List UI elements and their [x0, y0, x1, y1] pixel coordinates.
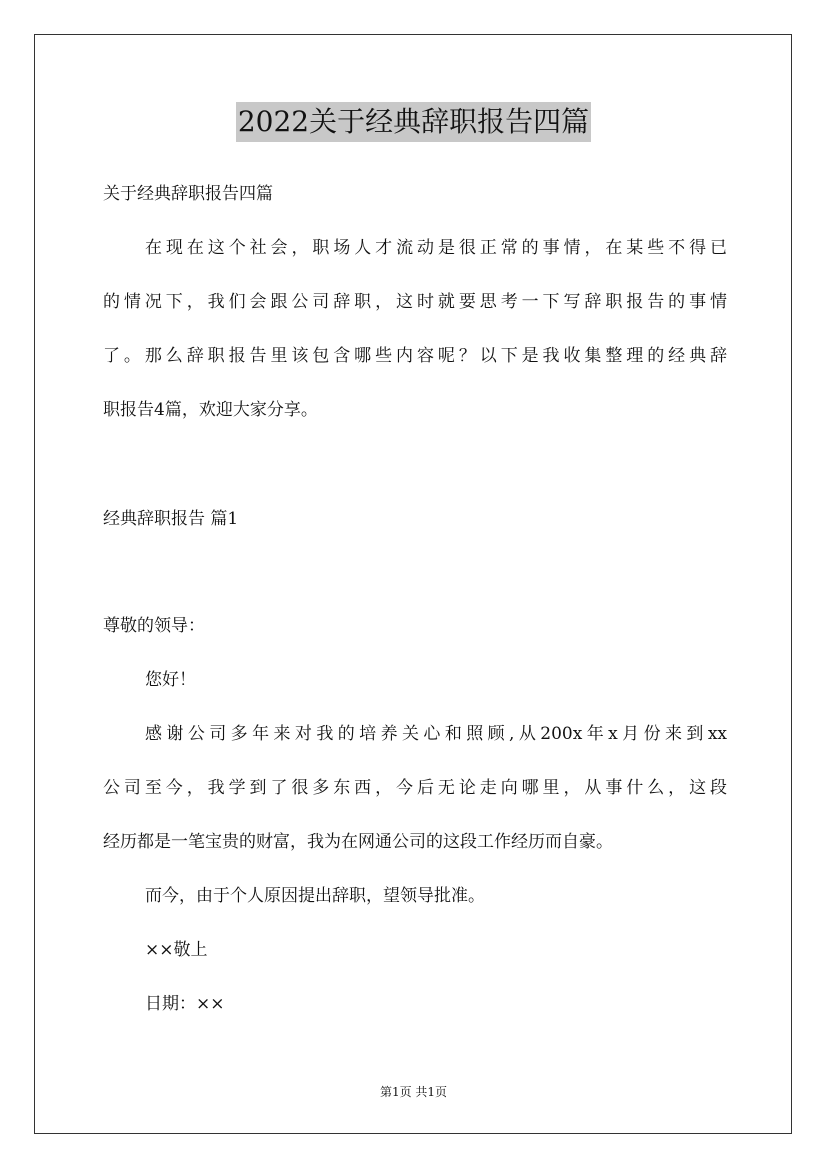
body-line-3: 经历都是一笔宝贵的财富，我为在网通公司的这段工作经历而自豪。 — [103, 832, 613, 852]
date-line: 日期：×× — [145, 994, 225, 1014]
body-line-1: 感谢公司多年来对我的培养关心和照顾,从200x年x月份来到xx — [145, 724, 727, 744]
document-title: 2022关于经典辞职报告四篇 — [236, 102, 591, 142]
salutation: 尊敬的领导： — [103, 616, 205, 636]
intro-line-3: 了。那么辞职报告里该包含哪些内容呢？以下是我收集整理的经典辞 — [103, 346, 727, 366]
document-subtitle: 关于经典辞职报告四篇 — [103, 184, 273, 204]
closing-line: 而今，由于个人原因提出辞职，望领导批准。 — [145, 886, 485, 906]
page-footer: 第1页 共1页 — [379, 1085, 448, 1099]
document-title-wrapper — [0, 102, 827, 142]
body-line-2: 公司至今，我学到了很多东西，今后无论走向哪里，从事什么，这段 — [103, 778, 727, 798]
section-heading: 经典辞职报告 篇1 — [103, 509, 239, 529]
greeting: 您好！ — [145, 670, 196, 690]
signature: ××敬上 — [145, 940, 208, 960]
intro-line-2: 的情况下，我们会跟公司辞职，这时就要思考一下写辞职报告的事情 — [103, 292, 727, 312]
intro-line-4: 职报告4篇，欢迎大家分享。 — [103, 400, 318, 420]
intro-line-1: 在现在这个社会，职场人才流动是很正常的事情，在某些不得已 — [145, 238, 727, 258]
